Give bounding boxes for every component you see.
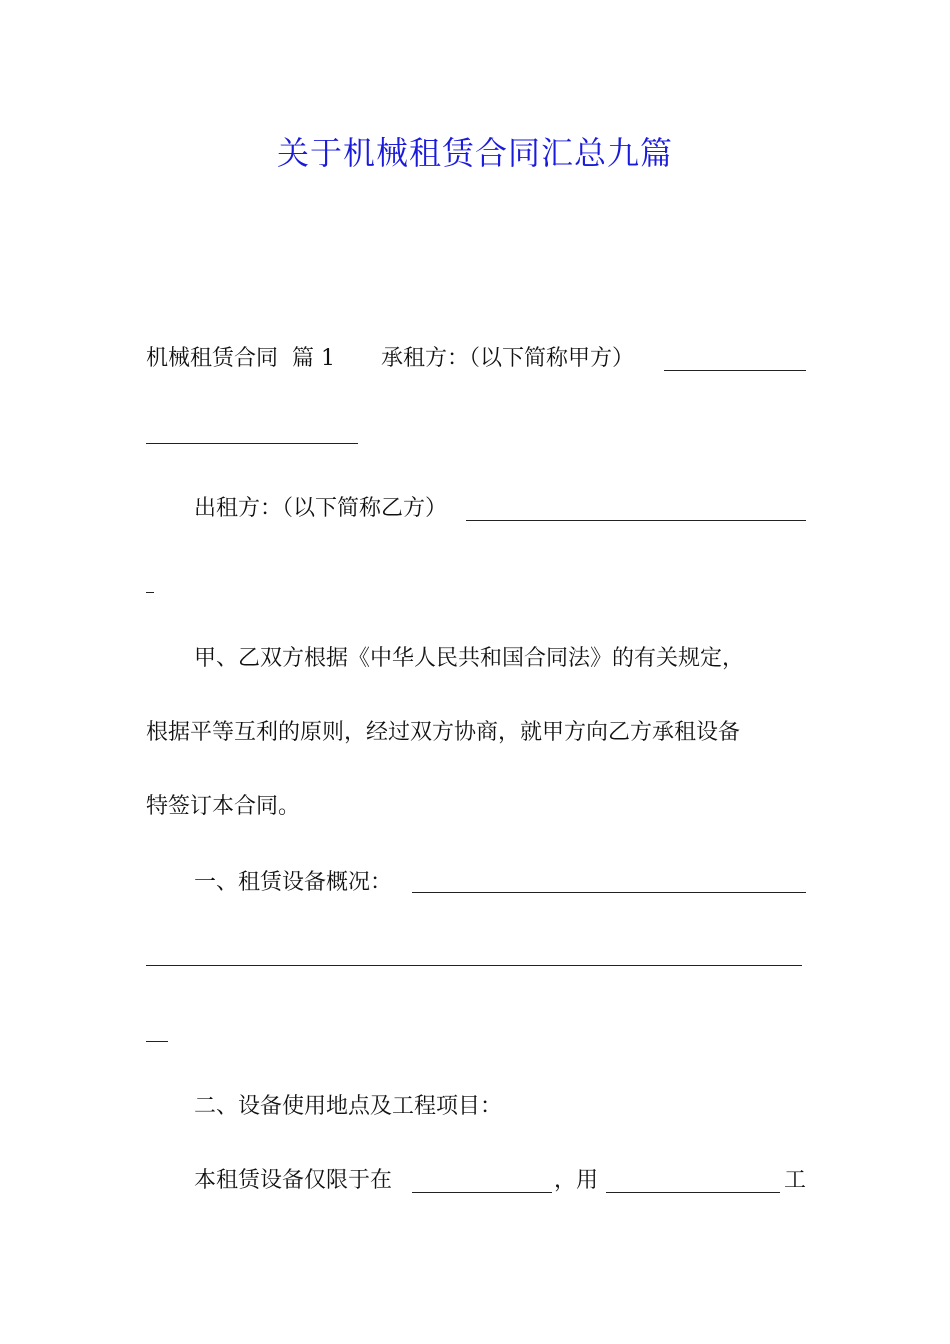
lessee-blank-1[interactable] (664, 370, 806, 371)
paragraph-line: 甲、乙双方根据《中华人民共和国合同法》的有关规定， (194, 646, 745, 671)
document-title: 关于机械租赁合同汇总九篇 (276, 134, 673, 172)
contract-heading-line (146, 344, 634, 374)
project-blank[interactable] (606, 1192, 780, 1193)
contract-number: 篇 1 (292, 346, 336, 371)
lessor-label: 出租方：（以下简称乙方） (194, 496, 448, 521)
location-text-b: ，用 (554, 1168, 599, 1193)
lessee-label: 承租方：（以下简称甲方） (381, 346, 635, 371)
lessor-blank-1[interactable] (466, 520, 806, 521)
equipment-blank-3[interactable] (146, 1041, 168, 1042)
equipment-blank-1[interactable] (412, 892, 806, 893)
location-blank[interactable] (412, 1192, 552, 1193)
lessor-blank-2[interactable] (146, 592, 154, 593)
location-text-c: 工 (784, 1168, 807, 1193)
equipment-blank-2[interactable] (146, 965, 802, 966)
paragraph-line: 根据平等互利的原则，经过双方协商，就甲方向乙方承租设备 (146, 720, 741, 745)
lessee-blank-2[interactable] (146, 443, 358, 444)
location-text-a: 本租赁设备仅限于在 (194, 1168, 393, 1193)
contract-name: 机械租赁合同 (146, 346, 279, 371)
paragraph-line: 特签订本合同。 (146, 794, 301, 819)
section-heading: 一、租赁设备概况： (194, 870, 393, 895)
lessor-line (194, 494, 447, 524)
section-heading: 二、设备使用地点及工程项目： (194, 1094, 503, 1119)
